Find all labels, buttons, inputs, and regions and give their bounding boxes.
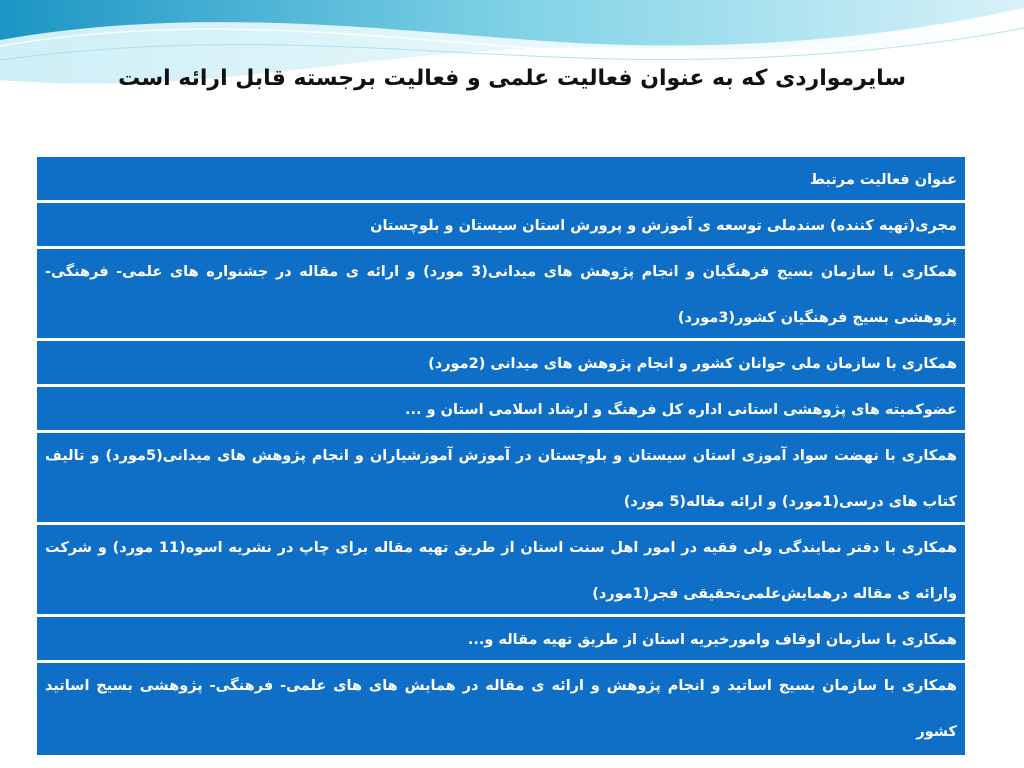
activities-table — [37, 157, 965, 757]
table-row: همکاری با دفتر نمایندگی ولی فقیه در امور اهل سنت استان از طریق تهیه مقاله برای چاپ در نشریه اسوه(11 مورد) و شرکت وارائه ی مقاله درهمایش‌علمی‌تحقیقی فجر(1مورد) — [37, 525, 965, 617]
table-row: همکاری با سازمان بسیج اساتید و انجام پژوهش و ارائه ی مقاله در همایش های های علمی- فرهنگی- پژوهشی بسیج اساتید کشور — [37, 663, 965, 755]
slide-title: سایرمواردی که به عنوان فعالیت علمی و فعالیت برجسته قابل ارائه است — [118, 66, 906, 91]
header-wave-decoration — [0, 0, 1024, 110]
table-row: همکاری با سازمان ملی جوانان کشور و انجام پژوهش های میدانی (2مورد) — [37, 341, 965, 387]
table-row: عضوکمیته های پژوهشی استانی اداره کل فرهنگ و ارشاد اسلامی استان و ... — [37, 387, 965, 433]
table-row: همکاری با سازمان بسیج فرهنگیان و انجام پژوهش های میدانی(3 مورد) و ارائه ی مقاله در جشنواره های علمی- فرهنگی- پژوهشی بسیج فرهنگیان کشور(3مورد) — [37, 249, 965, 341]
table-header: عنوان فعالیت مرتبط — [37, 157, 965, 203]
table-row: همکاری با سازمان اوقاف وامورخیریه استان از طریق تهیه مقاله و... — [37, 617, 965, 663]
table-row: مجری(تهیه کننده) سندملی توسعه ی آموزش و پرورش استان سیستان و بلوچستان — [37, 203, 965, 249]
table-row: همکاری با نهضت سواد آموزی استان سیستان و بلوچستان در آموزش آموزشیاران و انجام پژوهش های میدانی(5مورد) و تالیف کتاب های درسی(1مورد) و ارائه مقاله(5 مورد) — [37, 433, 965, 525]
